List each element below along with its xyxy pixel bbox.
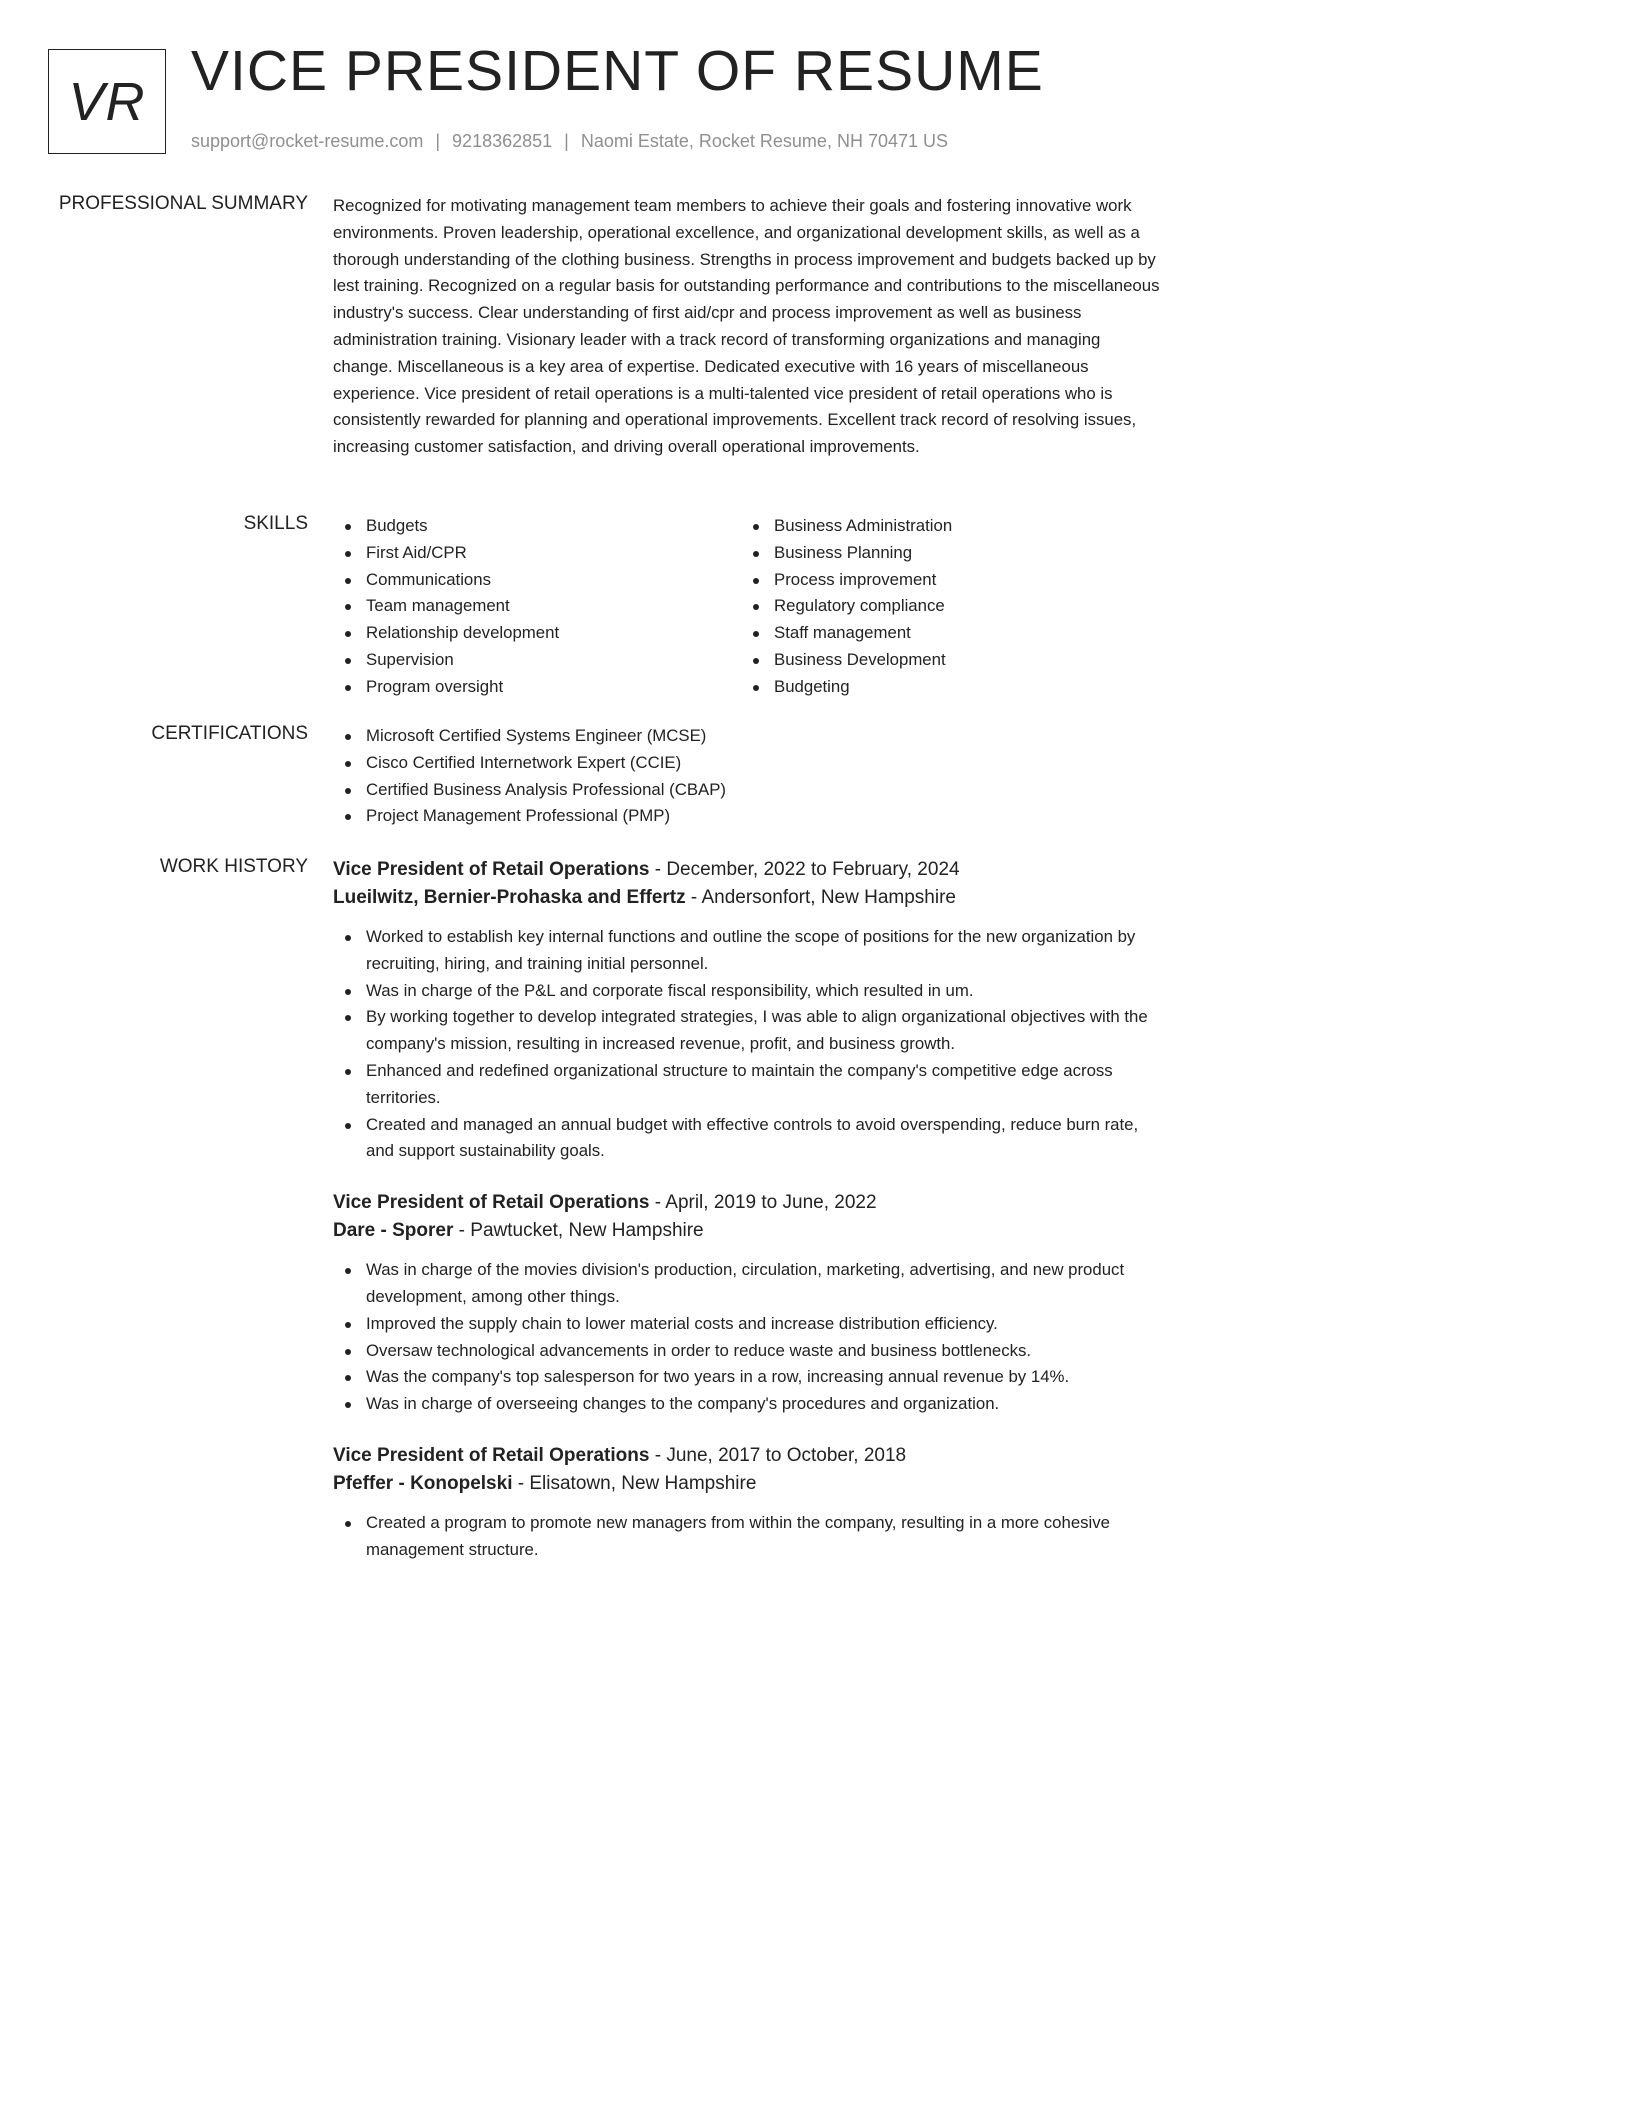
job-dates: April, 2019 to June, 2022 xyxy=(665,1192,877,1214)
job-company: Dare - Sporer xyxy=(333,1220,454,1242)
contact-separator: | xyxy=(435,131,441,151)
job-bullet: Created a program to promote new managers from within the company, resulting in a more cohesive management structure. xyxy=(333,1510,1163,1564)
job-bullet: Enhanced and redefined organizational structure to maintain the company's competitive edge across territories. xyxy=(333,1058,1163,1112)
section-heading-certifications: CERTIFICATIONS xyxy=(151,723,308,744)
contact-line xyxy=(191,131,948,152)
skill-item: Process improvement xyxy=(741,567,1141,594)
job-company: Pfeffer - Konopelski xyxy=(333,1472,513,1494)
section-heading-summary: PROFESSIONAL SUMMARY xyxy=(58,193,308,214)
job-company-line: Pfeffer - Konopelski - Elisatown, New Hampshire xyxy=(333,1472,757,1494)
job-title-line: Vice President of Retail Operations - April, 2019 to June, 2022 xyxy=(333,1192,877,1214)
job-bullet: Was in charge of overseeing changes to the company's procedures and organization. xyxy=(333,1391,1163,1418)
skill-item: Regulatory compliance xyxy=(741,593,1141,620)
skill-item: Program oversight xyxy=(333,674,733,701)
job-bullet: By working together to develop integrated strategies, I was able to align organizational objectives with the company's mission, resulting in increased revenue, profit, and business growth. xyxy=(333,1004,1163,1058)
certification-item: Certified Business Analysis Professional (CBAP) xyxy=(333,777,1163,804)
job-company-line: Dare - Sporer - Pawtucket, New Hampshire xyxy=(333,1220,704,1242)
job-bullets xyxy=(333,1257,1163,1418)
job-bullets xyxy=(333,1510,1163,1564)
job-location: Andersonfort, New Hampshire xyxy=(701,887,956,908)
skill-item: Staff management xyxy=(741,620,1141,647)
certification-item: Project Management Professional (PMP) xyxy=(333,803,1163,830)
skill-item: First Aid/CPR xyxy=(333,540,733,567)
job-title-line: Vice President of Retail Operations - June, 2017 to October, 2018 xyxy=(333,1444,907,1466)
job-bullets xyxy=(333,924,1163,1165)
job-company: Lueilwitz, Bernier-Prohaska and Effertz xyxy=(333,887,686,908)
section-heading-work-history: WORK HISTORY xyxy=(159,856,308,877)
contact-email[interactable]: support@rocket-resume.com xyxy=(191,131,424,151)
job-entry xyxy=(333,1189,1163,1418)
job-title-line: Vice President of Retail Operations - December, 2022 to February, 2024 xyxy=(333,859,960,880)
skill-item: Business Administration xyxy=(741,513,1141,540)
job-bullet: Oversaw technological advancements in order to reduce waste and business bottlenecks. xyxy=(333,1338,1163,1365)
skill-item: Relationship development xyxy=(333,620,733,647)
skills-list-left xyxy=(333,513,733,701)
job-bullet: Worked to establish key internal functions and outline the scope of positions for the new organization by recruiting, hiring, and training initial personnel. xyxy=(333,924,1163,978)
job-dates: June, 2017 to October, 2018 xyxy=(666,1444,907,1466)
job-entry xyxy=(333,856,1163,1165)
resume-name-title: VICE PRESIDENT OF RESUME xyxy=(191,39,1044,103)
certification-item: Microsoft Certified Systems Engineer (MCSE) xyxy=(333,723,1163,750)
job-location: Elisatown, New Hampshire xyxy=(529,1472,757,1494)
job-bullet: Was in charge of the movies division's production, circulation, marketing, advertising, and new product development, among other things. xyxy=(333,1257,1163,1311)
monogram-logo: VR xyxy=(48,49,166,154)
skills-list-right xyxy=(741,513,1141,701)
contact-phone[interactable]: 9218362851 xyxy=(452,131,553,151)
summary-text: Recognized for motivating management team members to achieve their goals and fostering innovative work environments. Proven leadership, operational excellence, and organizational development skills, as well as a thorough understanding of the clothing business. Strengths in process improvement and budgets backed up by lest training. Recognized on a regular basis for outstanding performance and contributions to the miscellaneous industry's success. Clear understanding of first aid/cpr and process improvement as well as business administration training. Visionary leader with a track record of transforming organizations and managing change. Miscellaneous is a key area of expertise. Dedicated executive with 16 years of miscellaneous experience. Vice president of retail operations is a multi-talented vice president of retail operations who is consistently rewarded for planning and operational improvements. Excellent track record of resolving issues, increasing customer satisfaction, and driving overall operational improvements. xyxy=(333,196,1160,457)
job-title: Vice President of Retail Operations xyxy=(333,1192,650,1214)
skill-item: Supervision xyxy=(333,647,733,674)
job-title: Vice President of Retail Operations xyxy=(333,859,650,880)
skill-item: Communications xyxy=(333,567,733,594)
skill-item: Budgets xyxy=(333,513,733,540)
job-location: Pawtucket, New Hampshire xyxy=(470,1220,704,1242)
contact-separator: | xyxy=(564,131,569,151)
job-bullet: Was the company's top salesperson for two years in a row, increasing annual revenue by 14%. xyxy=(333,1364,1163,1391)
job-bullet: Created and managed an annual budget with effective controls to avoid overspending, reduce burn rate, and support sustainability goals. xyxy=(333,1112,1163,1166)
skill-item: Business Planning xyxy=(741,540,1141,567)
job-title: Vice President of Retail Operations xyxy=(333,1444,650,1466)
skill-item: Business Development xyxy=(741,647,1141,674)
skill-item: Team management xyxy=(333,593,733,620)
section-heading-skills: SKILLS xyxy=(243,513,308,534)
job-entry xyxy=(333,1442,1163,1564)
job-bullet: Improved the supply chain to lower material costs and increase distribution efficiency. xyxy=(333,1311,1163,1338)
job-dates: December, 2022 to February, 2024 xyxy=(666,859,960,880)
skill-item: Budgeting xyxy=(741,674,1141,701)
contact-address: Naomi Estate, Rocket Resume, NH 70471 US xyxy=(580,131,948,151)
job-company-line: Lueilwitz, Bernier-Prohaska and Effertz - Andersonfort, New Hampshire xyxy=(333,887,956,908)
certification-item: Cisco Certified Internetwork Expert (CCIE) xyxy=(333,750,1163,777)
certifications-list xyxy=(333,723,1163,830)
job-bullet: Was in charge of the P&L and corporate fiscal responsibility, which resulted in um. xyxy=(333,978,1163,1005)
